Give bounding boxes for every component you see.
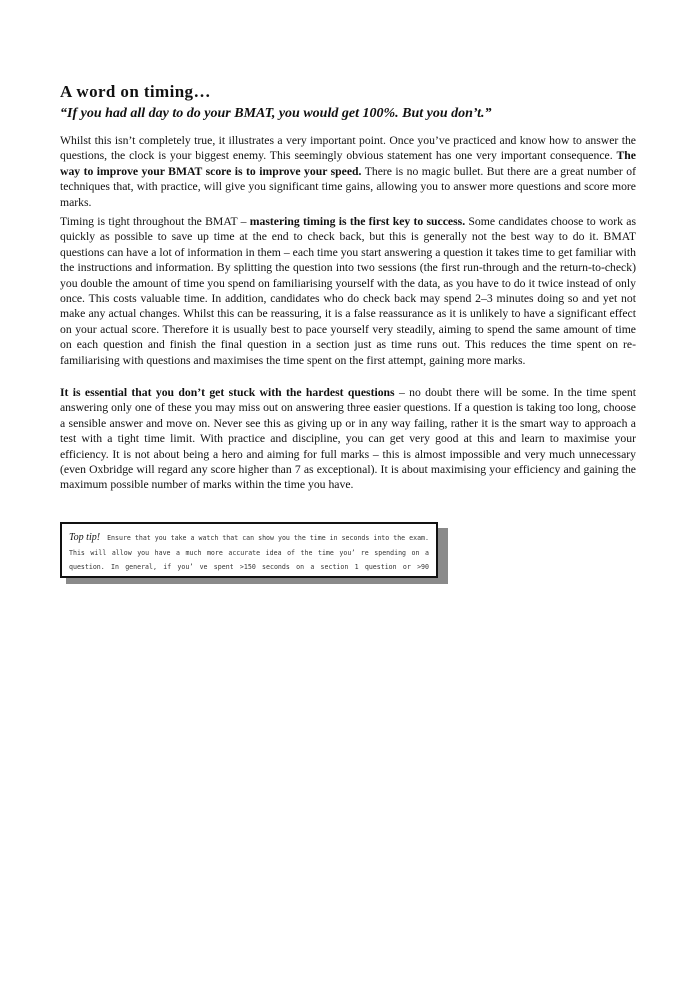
- paragraph-hard-questions: [60, 385, 636, 493]
- paragraph-emphasis: The way to improve your BMAT score is to improve your speed.: [60, 149, 636, 178]
- paragraph-text: – no doubt there will be some. In the time spent answering only one of these you may miss out on answering three easier questions. If a question is taking too long, choose a sensible answer and move on. Never see this as giving up or in any way failing, rather it is the smart way to approach a test with a tight time limit. With practice and discipline, you can get very good at this and learn to maximise your efficiency. It is not about being a hero and aiming for full marks – this is almost impossible and very much unnecessary (even Oxbridge will regard any score higher than 7 as exceptional). It is about maximising your efficiency and gaining the maximum possible number of marks within the time you have.: [60, 386, 636, 492]
- top-tip-box: [60, 522, 438, 578]
- paragraph-emphasis: mastering timing is the first key to success.: [249, 215, 466, 228]
- paragraph-text: There is no magic bullet. But there are a great number of techniques that, with practice, will give you significant time gains, allowing you to answer more questions and score more marks.: [60, 164, 636, 209]
- paragraph-text: Timing is tight throughout the BMAT –: [60, 215, 250, 228]
- section-heading: A word on timing…: [60, 82, 211, 101]
- paragraph-text: Whilst this isn’t completely true, it illustrates a very important point. Once you’ve practiced and know how to answer the questions, the clock is your biggest enemy. This seemingly obvious statement has one very important consequence.: [60, 134, 636, 163]
- top-tip-text: Ensure that you take a watch that can show you the time in seconds into the exam. This will allow you have a much more accurate idea of the time you’ re spending on a question. In general, if you’ ve spent >150 seconds on a section 1 question or >90: [69, 534, 429, 572]
- paragraph-emphasis: It is essential that you don’t get stuck with the hardest questions: [60, 386, 395, 399]
- section-quote: “If you had all day to do your BMAT, you would get 100%. But you don’t.”: [60, 106, 492, 121]
- paragraph-text: Some candidates choose to work as quickly as possible to save up time at the end to check back, but this is generally not the best way to do it. BMAT questions can have a lot of information in them – each time you start answering a question it takes time to get familiar with the instructions and information. By splitting the question into two sessions (the first run-through and the return-to-check) you double the amount of time you spend on familiarising yourself with the data, as you have to do it twice instead of only once. This costs valuable time. In addition, candidates who do check back may spend 2–3 minutes doing so and yet not make any actual changes. Whilst this can be reassuring, it is a false reassurance as it is unlikely to have a significant effect on your actual score. Therefore it is usually best to pace yourself very steadily, aiming to spend the same amount of time on each question and finish the final question in a section just as time runs out. This reduces the time spent on re-familiarising with questions and maximises the time spent on the first attempt, gaining more marks.: [60, 215, 637, 367]
- paragraph-timing: [60, 214, 636, 368]
- paragraph-speed: [60, 133, 636, 210]
- top-tip-label: Top tip!: [69, 532, 101, 543]
